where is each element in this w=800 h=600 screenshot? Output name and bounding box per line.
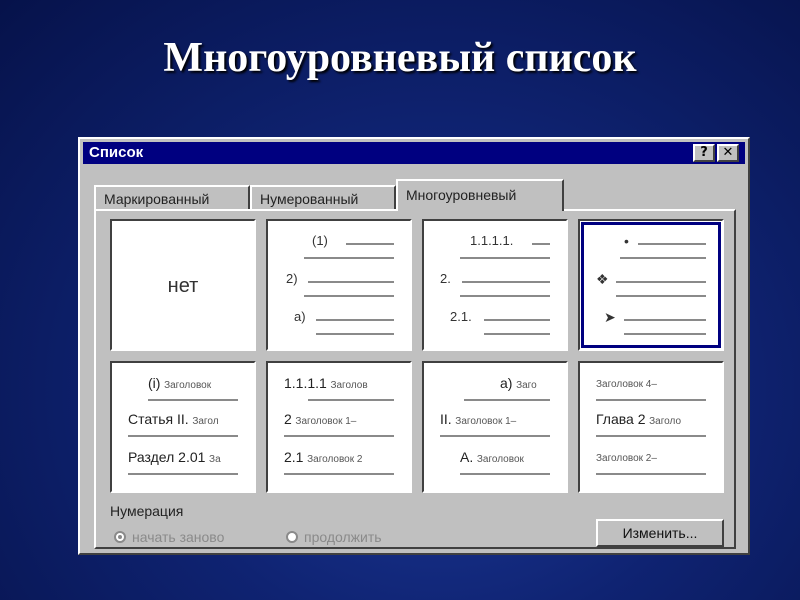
level-line [484, 333, 550, 335]
restart-radio[interactable] [114, 531, 126, 543]
level-line [304, 257, 394, 259]
level-line [440, 435, 550, 437]
level-prefix: А. [460, 449, 474, 465]
restart-label: начать заново [132, 529, 225, 545]
none-label: нет [167, 275, 199, 297]
continue-label: продолжить [304, 529, 382, 545]
level-prefix: Глава 2 [596, 411, 646, 427]
level-line [616, 281, 706, 283]
level-3-heading [596, 449, 708, 464]
level-line [616, 295, 706, 297]
help-button[interactable]: ? [693, 144, 715, 162]
bullet-dot-icon: • [624, 233, 629, 249]
list-level-2 [424, 271, 564, 289]
level-3-heading [128, 449, 242, 465]
level-line [316, 319, 394, 321]
heading-sample: Заголовок 2– [596, 453, 657, 464]
bullet-diamond-icon: ❖ [596, 271, 609, 287]
level-line [304, 295, 394, 297]
heading-sample: Заголо [649, 416, 682, 427]
level-line [148, 399, 238, 401]
dialog-titlebar [83, 142, 745, 164]
level-prefix: 2 [284, 411, 292, 427]
level-line [624, 333, 706, 335]
change-button[interactable]: Изменить... [596, 519, 724, 547]
style-chapter[interactable] [578, 361, 724, 493]
list-level-1 [268, 233, 408, 251]
level-line [346, 243, 394, 245]
heading-sample: Заголовок 4– [596, 379, 657, 390]
tab-multilevel-label: Многоуровневый [406, 187, 517, 203]
restart-option[interactable] [114, 529, 224, 545]
tab-multilevel[interactable] [396, 179, 564, 211]
continue-radio[interactable] [286, 531, 298, 543]
level-line [460, 295, 550, 297]
list-level-2 [580, 271, 720, 289]
level-2-heading [128, 411, 240, 427]
level-line [460, 473, 550, 475]
heading-sample: Заго [516, 380, 537, 391]
level-label: а) [294, 309, 306, 324]
level-line [460, 257, 550, 259]
level-line [308, 399, 394, 401]
style-article-section[interactable] [110, 361, 256, 493]
level-2-heading [440, 411, 552, 427]
bullet-arrow-icon: ➤ [604, 309, 616, 325]
level-1-heading [500, 375, 564, 391]
heading-sample: Заголовок 1– [295, 416, 357, 427]
level-line [284, 435, 394, 437]
level-line [596, 399, 706, 401]
style-bullets-selected[interactable] [578, 219, 724, 351]
multilevel-panel [94, 209, 736, 549]
level-line [462, 281, 550, 283]
level-line [284, 473, 394, 475]
heading-sample: Заголовок [164, 380, 212, 391]
numbering-label: Нумерация [110, 503, 184, 519]
level-2-heading [284, 411, 396, 427]
level-prefix: а) [500, 375, 513, 391]
style-outline-roman[interactable] [422, 361, 568, 493]
heading-sample: Заголовок [476, 454, 524, 465]
tab-bulleted[interactable] [94, 185, 250, 209]
continue-option[interactable] [286, 529, 382, 545]
level-line [620, 257, 706, 259]
level-label: 1.1.1.1. [470, 233, 514, 248]
style-heading-numbering[interactable] [266, 361, 412, 493]
level-prefix: Раздел 2.01 [128, 449, 206, 465]
close-button[interactable]: ✕ [717, 144, 739, 162]
level-line [464, 399, 550, 401]
level-line [532, 243, 550, 245]
level-line [484, 319, 550, 321]
level-prefix: Статья II. [128, 411, 189, 427]
level-3-heading [284, 449, 396, 465]
level-prefix: II. [440, 411, 452, 427]
dialog-title: Список [89, 144, 144, 161]
style-legal-numbering[interactable] [422, 219, 568, 351]
level-prefix: (i) [148, 375, 161, 391]
tab-bulleted-label: Маркированный [104, 191, 210, 207]
level-line [624, 319, 706, 321]
list-level-2 [268, 271, 408, 289]
level-line [128, 473, 238, 475]
tab-numbered-label: Нумерованный [260, 191, 359, 207]
level-1-heading [596, 375, 708, 390]
level-prefix: 2.1 [284, 449, 304, 465]
list-level-3 [424, 309, 564, 327]
level-label: 2. [440, 271, 451, 286]
list-level-1 [580, 233, 720, 251]
heading-sample: Заголовок 2 [307, 454, 363, 465]
list-level-3 [580, 309, 720, 327]
level-1-heading [284, 375, 396, 391]
slide-title: Многоуровневый список [163, 35, 637, 81]
level-prefix: 1.1.1.1 [284, 375, 327, 391]
level-1-heading [148, 375, 252, 391]
list-dialog [78, 137, 750, 555]
heading-sample: Заголовок 1– [455, 416, 517, 427]
level-2-heading [596, 411, 708, 427]
style-parenthesized[interactable] [266, 219, 412, 351]
level-3-heading [460, 449, 556, 465]
level-line [638, 243, 706, 245]
heading-sample: Заголов [330, 380, 368, 391]
style-none[interactable] [110, 219, 256, 351]
tab-strip [94, 179, 734, 209]
tab-numbered[interactable] [250, 185, 396, 209]
level-line [316, 333, 394, 335]
level-label: 2.1. [450, 309, 472, 324]
level-label: (1) [312, 233, 328, 248]
list-level-3 [268, 309, 408, 327]
level-line [596, 473, 706, 475]
heading-sample: Загол [192, 416, 219, 427]
list-level-1 [424, 233, 564, 251]
heading-sample: За [209, 454, 221, 465]
level-label: 2) [286, 271, 298, 286]
level-line [596, 435, 706, 437]
level-line [308, 281, 394, 283]
level-line [128, 435, 238, 437]
